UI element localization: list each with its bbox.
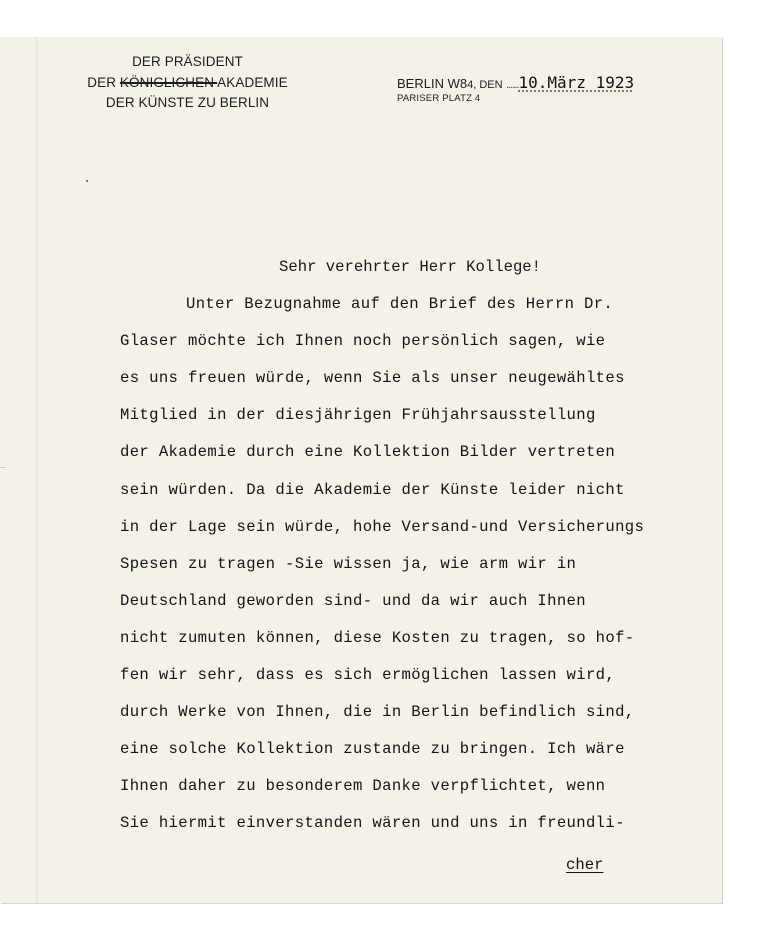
- catchword: cher: [566, 856, 604, 874]
- paper-edge-mark: [0, 467, 6, 468]
- date-leader: ......: [506, 79, 519, 91]
- body-line: es uns freuen würde, wenn Sie als unser neugewähltes: [120, 369, 625, 387]
- street-address: PARISER PLATZ 4: [397, 93, 481, 104]
- letterhead: [80, 52, 295, 114]
- letterhead-akademie: AKADEMIE: [217, 74, 288, 90]
- body-line: Unter Bezugnahme auf den Brief des Herrn Dr.: [186, 295, 614, 313]
- paper-fold: [36, 37, 38, 903]
- body-line: Deutschland geworden sind- und da wir auch Ihnen: [120, 592, 586, 610]
- body-line: eine solche Kollektion zustande zu bringen. Ich wäre: [120, 740, 625, 758]
- letterhead-struck-word: KÖNIGLICHEN: [119, 74, 218, 90]
- place-date-line: [397, 73, 634, 92]
- postal-suffix: 4: [467, 79, 474, 91]
- body-line: fen wir sehr, dass es sich ermöglichen lassen wird,: [120, 666, 616, 684]
- letter-date: 10.März 1923: [518, 73, 635, 92]
- letterhead-line-1: DER PRÄSIDENT: [132, 54, 243, 69]
- body-line: nicht zumuten können, diese Kosten zu tragen, so hof-: [120, 629, 635, 647]
- body-line: durch Werke von Ihnen, die in Berlin befindlich sind,: [120, 703, 635, 721]
- letter-sheet: [0, 37, 722, 903]
- letterhead-line-3: DER KÜNSTE ZU BERLIN: [105, 95, 270, 110]
- body-line: Spesen zu tragen -Sie wissen ja, wie arm wir in: [120, 555, 577, 573]
- salutation: Sehr verehrter Herr Kollege!: [279, 258, 542, 276]
- body-line: Sie hiermit einverstanden wären und uns in freundli-: [120, 814, 625, 832]
- body-line: Ihnen daher zu besonderem Danke verpflichtet, wenn: [120, 777, 606, 795]
- paper-speck: [86, 180, 88, 182]
- body-line: Mitglied in der diesjährigen Frühjahrsausstellung: [120, 406, 596, 424]
- body-line: Glaser möchte ich Ihnen noch persönlich sagen, wie: [120, 332, 606, 350]
- letterhead-der: DER: [87, 74, 120, 90]
- body-line: der Akademie durch eine Kollektion Bilder vertreten: [120, 443, 616, 461]
- letterhead-line-2: [80, 73, 295, 94]
- body-line: sein würden. Da die Akademie der Künste leider nicht: [120, 481, 625, 499]
- city: BERLIN W8: [397, 76, 468, 91]
- den-label: , DEN: [473, 79, 503, 91]
- body-line: in der Lage sein würde, hohe Versand-und Versicherungs: [120, 518, 645, 536]
